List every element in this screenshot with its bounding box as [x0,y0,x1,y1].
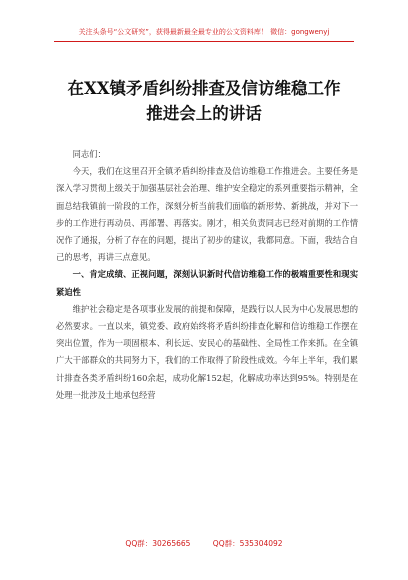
document-body [56,146,358,404]
header-divider [54,41,354,42]
section-heading-1: 一、肯定成绩、正视问题，深刻认识新时代信访维稳工作的极端重要性和现实紧迫性 [56,269,358,297]
paragraph-intro: 今天，我们在这里召开全镇矛盾纠纷排查及信访维稳工作推进会。主要任务是深入学习贯彻上级关于加强基层社会治理、维护安全稳定的系列重要指示精神，全面总结我镇前一阶段的工作，深刻分析当前我们面临的新形势、新挑战，并对下一步的工作进行再动员、再部署、再落实。刚才，相关负责同志已经对前期的工作情况作了通报，分析了存在的问题，提出了初步的建议，我都同意。下面，我结合自己的思考，再讲三点意见。 [56,166,358,263]
footer-qq-group-2: QQ群：535304092 [212,539,283,548]
title-line-2: 推进会上的讲话 [146,104,262,123]
salutation: 同志们： [72,149,106,159]
footer-contacts [0,538,408,549]
paragraph-section-1: 维护社会稳定是各项事业发展的前提和保障，是践行以人民为中心发展思想的必然要求。一直以来，镇党委、政府始终将矛盾纠纷排查化解和信访维稳工作摆在突出位置，作为一项固根本、利长远、安民心的基础性、全局性工作来抓。在全镇广大干部群众的共同努力下，我们的工作取得了阶段性成效。今年上半年，我们累计排查各类矛盾纠纷160余起，成功化解152起，化解成功率达到95%。特别是在处理一批涉及土地承包经营 [56,303,358,400]
title-line-1: 在XX镇矛盾纠纷排查及信访维稳工作 [67,79,341,98]
document-title [0,76,408,126]
header-note: 关注头条号“公文研究”，获得最新最全最专业的公文资料库！ 微信：gongwenyj [78,28,330,36]
footer-qq-group-1: QQ群：30265665 [125,539,191,548]
